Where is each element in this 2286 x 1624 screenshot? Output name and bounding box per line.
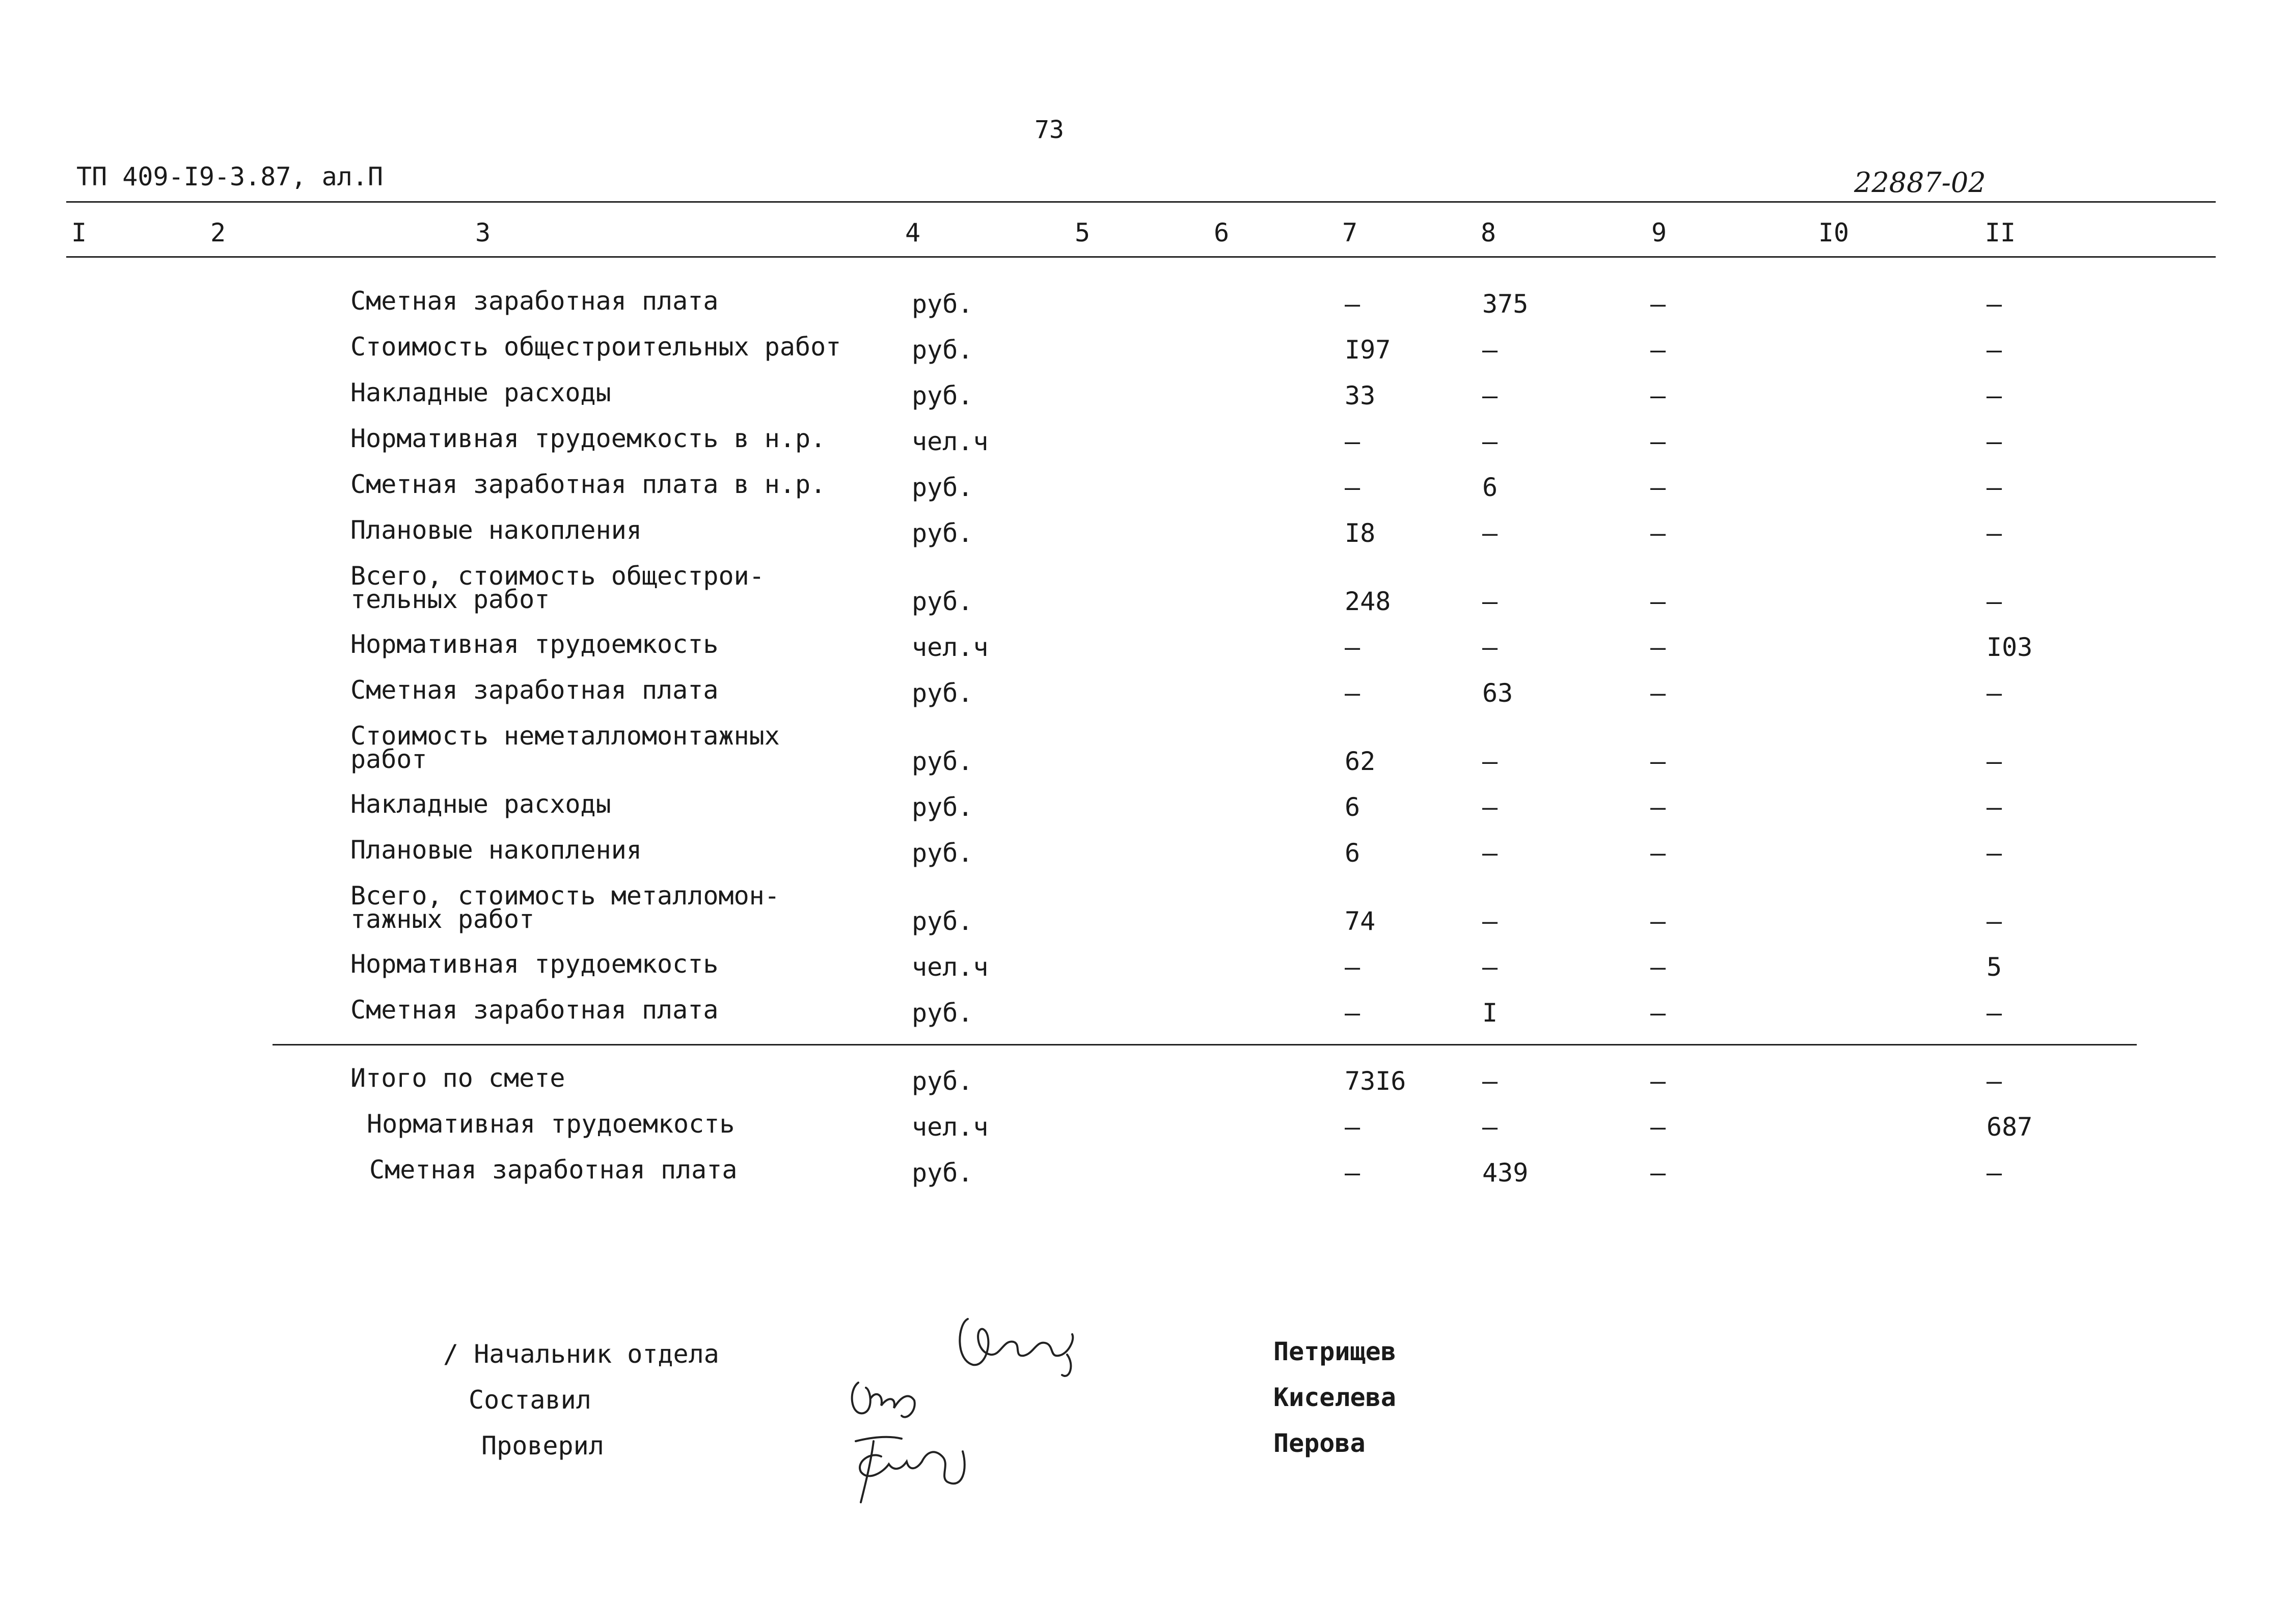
signature-name-compiled: Киселева [1273,1383,1396,1412]
col11-cell: 5 [1986,952,2002,982]
col9-cell: – [1650,289,1666,319]
row-label: Нормативная трудоемкость [350,629,719,659]
col8-cell: – [1482,906,1498,936]
row-label: Всего, стоимость общестрои- тельных работ [350,561,765,614]
col8-cell: – [1482,1112,1498,1142]
col7-cell: 6 [1345,838,1360,868]
unit-cell: руб. [912,289,973,319]
signature-role-checked: Проверил [481,1431,604,1461]
unit-cell: руб. [912,587,973,616]
col8-cell: – [1482,518,1498,548]
col8-cell: 6 [1482,473,1498,502]
col7-cell: – [1345,427,1360,456]
unit-cell: руб. [912,1158,973,1188]
col7-cell: 62 [1345,747,1376,776]
table-row [0,835,2286,884]
row-label: Стоимость неметалломонтажных работ [350,721,780,774]
unit-cell: руб. [912,906,973,936]
col8-cell: 375 [1482,289,1529,319]
col9-cell: – [1650,838,1666,868]
table-row [0,286,2286,335]
table-row [0,995,2286,1044]
totals-row [0,1109,2286,1158]
row-label: Нормативная трудоемкость [350,949,719,979]
col8-cell: – [1482,381,1498,410]
col7-cell: – [1345,998,1360,1028]
col11-cell: – [1986,518,2002,548]
col9-cell: – [1650,906,1666,936]
column-header-7: 7 [1342,218,1358,247]
col7-cell: I97 [1345,335,1391,365]
col9-cell: – [1650,998,1666,1028]
col7-cell: – [1345,632,1360,662]
col11-cell: I03 [1986,632,2033,662]
unit-cell: чел.ч [912,427,989,456]
column-header-9: 9 [1651,218,1667,247]
col9-cell: – [1650,518,1666,548]
col8-cell: 439 [1482,1158,1529,1188]
table-row [0,515,2286,564]
unit-cell: руб. [912,678,973,708]
col7-cell: 248 [1345,587,1391,616]
header-top-rule [66,201,2216,203]
col11-cell: – [1986,473,2002,502]
table-row [0,789,2286,838]
col11-cell: 687 [1986,1112,2033,1142]
row-label: Нормативная трудоемкость [367,1109,735,1139]
col7-cell: – [1345,678,1360,708]
unit-cell: чел.ч [912,952,989,982]
unit-cell: руб. [912,792,973,822]
col9-cell: – [1650,427,1666,456]
col11-cell: – [1986,1158,2002,1188]
handwritten-signature-icon [846,1421,978,1518]
col8-cell: – [1482,838,1498,868]
table-row [0,332,2286,381]
unit-cell: руб. [912,1066,973,1096]
col11-cell: – [1986,906,2002,936]
row-label: Стоимость общестроительных работ [350,332,841,362]
col7-cell: – [1345,473,1360,502]
col9-cell: – [1650,632,1666,662]
signature-role-compiled: Составил [469,1385,591,1415]
header-bottom-rule [66,256,2216,258]
signature-name-head: Петрищев [1273,1337,1396,1366]
table-row [0,949,2286,998]
row-label: Сметная заработная плата [369,1155,738,1185]
col8-cell: 63 [1482,678,1513,708]
col7-cell: I8 [1345,518,1376,548]
col11-cell: – [1986,792,2002,822]
unit-cell: руб. [912,518,973,548]
table-row [0,629,2286,678]
col7-cell: – [1345,1112,1360,1142]
unit-cell: чел.ч [912,1112,989,1142]
col11-cell: – [1986,335,2002,365]
table-row [0,378,2286,427]
row-label: Плановые накопления [350,835,642,865]
col11-cell: – [1986,747,2002,776]
col7-cell: 33 [1345,381,1376,410]
row-label: Всего, стоимость металломон- тажных работ [350,881,780,934]
col7-cell: – [1345,289,1360,319]
col7-cell: 6 [1345,792,1360,822]
col9-cell: – [1650,1158,1666,1188]
col9-cell: – [1650,678,1666,708]
col7-cell: – [1345,1158,1360,1188]
col9-cell: – [1650,952,1666,982]
totals-row [0,1063,2286,1112]
unit-cell: руб. [912,473,973,502]
totals-row [0,1155,2286,1204]
unit-cell: руб. [912,335,973,365]
handwritten-signature-icon [846,1370,927,1426]
unit-cell: руб. [912,747,973,776]
table-row [0,881,2286,953]
column-header-1: I [71,218,87,247]
row-label: Накладные расходы [350,789,611,819]
col8-cell: – [1482,335,1498,365]
handwritten-signature-icon [953,1304,1085,1390]
col11-cell: – [1986,678,2002,708]
table-row [0,470,2286,518]
signature-name-checked: Перова [1273,1428,1366,1458]
col8-cell: – [1482,747,1498,776]
column-header-11: II [1984,218,2016,247]
col8-cell: I [1482,998,1498,1028]
column-header-6: 6 [1213,218,1230,247]
row-label: Сметная заработная плата [350,675,719,705]
col8-cell: – [1482,632,1498,662]
col9-cell: – [1650,473,1666,502]
col8-cell: – [1482,952,1498,982]
document-code: ТП 409-I9-3.87, ал.П [76,162,384,191]
unit-cell: руб. [912,838,973,868]
unit-cell: чел.ч [912,632,989,662]
row-label: Сметная заработная плата [350,995,719,1025]
table-row [0,561,2286,634]
row-label: Сметная заработная плата [350,286,719,316]
table-row [0,675,2286,724]
col11-cell: – [1986,289,2002,319]
col11-cell: – [1986,427,2002,456]
row-label: Нормативная трудоемкость в н.р. [350,424,826,453]
col8-cell: – [1482,427,1498,456]
col9-cell: – [1650,335,1666,365]
col9-cell: – [1650,1066,1666,1096]
totals-rule [273,1044,2137,1045]
unit-cell: руб. [912,998,973,1028]
column-header-3: 3 [475,218,491,247]
col11-cell: – [1986,998,2002,1028]
unit-cell: руб. [912,381,973,410]
table-row [0,424,2286,473]
col11-cell: – [1986,1066,2002,1096]
col9-cell: – [1650,792,1666,822]
document-number: 22887-02 [1854,167,1986,199]
column-header-5: 5 [1074,218,1091,247]
column-header-4: 4 [905,218,921,247]
signature-role-head: / Начальник отдела [443,1339,719,1369]
col8-cell: – [1482,792,1498,822]
col7-cell: – [1345,952,1360,982]
column-header-2: 2 [210,218,226,247]
row-label: Итого по смете [350,1063,565,1093]
col11-cell: – [1986,587,2002,616]
col9-cell: – [1650,381,1666,410]
col7-cell: 73I6 [1345,1066,1406,1096]
col11-cell: – [1986,838,2002,868]
col9-cell: – [1650,1112,1666,1142]
col11-cell: – [1986,381,2002,410]
col8-cell: – [1482,1066,1498,1096]
page-number: 73 [1035,116,1064,144]
row-label: Накладные расходы [350,378,611,407]
col7-cell: 74 [1345,906,1376,936]
row-label: Плановые накопления [350,515,642,545]
column-header-8: 8 [1480,218,1496,247]
column-header-10: I0 [1818,218,1849,247]
col8-cell: – [1482,587,1498,616]
col9-cell: – [1650,587,1666,616]
row-label: Сметная заработная плата в н.р. [350,470,826,499]
col9-cell: – [1650,747,1666,776]
table-row [0,721,2286,793]
